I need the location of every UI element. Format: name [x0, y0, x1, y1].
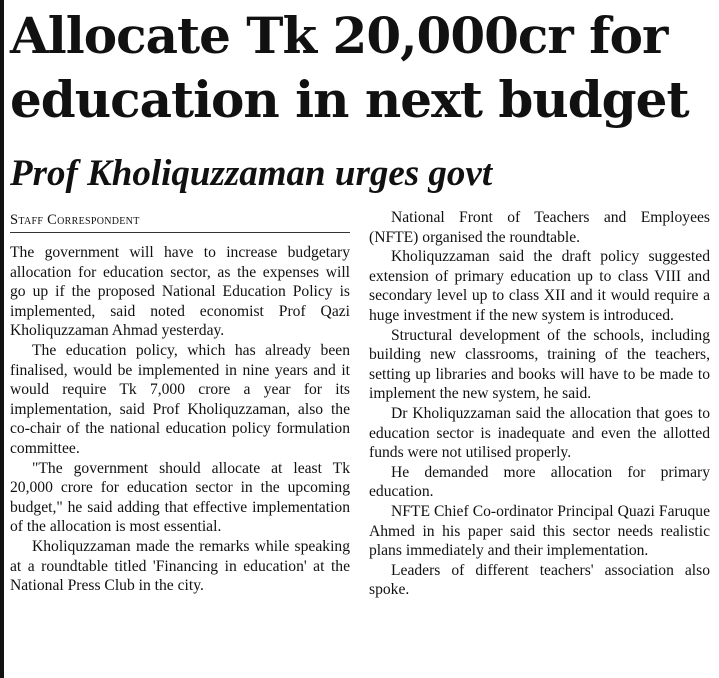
article-column-left: [10, 243, 350, 596]
paragraph: The education policy, which has already been finalised, would be implemented in nine years and it would require Tk 7,000 crore a year for its implementation, said Prof Kholiquzzaman, also the co-chair of the national education policy formulation committee.: [10, 341, 350, 457]
byline: Staff Correspondent: [10, 212, 350, 233]
paragraph: "The government should allocate at least Tk 20,000 crore for education sector in the upcoming budget," he said adding that effective implementation of the allocation is most essential.: [10, 459, 350, 536]
headline-line-1: Allocate Tk 20,000cr for: [10, 6, 668, 65]
paragraph: Kholiquzzaman said the draft policy suggested extension of primary education up to class VIII and secondary level up to class XII and it would require a huge investment if the new system is introduced.: [369, 248, 710, 324]
paragraph: Structural development of the schools, including building new classrooms, training of the teachers, setting up libraries and books will have to be made to implement the new system, he said.: [369, 326, 710, 403]
headline-line-2: education in next budget: [10, 70, 689, 129]
paragraph: National Front of Teachers and Employees (NFTE) organised the roundtable.: [369, 209, 710, 246]
article-column-right: [369, 208, 710, 600]
paragraph: Leaders of different teachers' association also spoke.: [369, 561, 710, 599]
paragraph: Dr Kholiquzzaman said the allocation that goes to education sector is inadequate and even the allotted funds were not utilised properly.: [369, 404, 710, 462]
headline: [10, 4, 715, 132]
left-border-rule: [0, 0, 4, 678]
paragraph: Kholiquzzaman made the remarks while speaking at a roundtable titled 'Financing in education' at the National Press Club in the city.: [10, 537, 350, 595]
subheadline: Prof Kholiquzzaman urges govt: [10, 153, 493, 194]
paragraph: He demanded more allocation for primary education.: [369, 463, 710, 501]
paragraph: The government will have to increase budgetary allocation for education sector, as the expenses will go up if the proposed National Education Policy is implemented, said noted economist Prof Qazi Kholiquzzaman Ahmad yesterday.: [10, 244, 350, 340]
paragraph: NFTE Chief Co-ordinator Principal Quazi Faruque Ahmed in his paper said this sector needs realistic plans immediately and their implementation.: [369, 502, 710, 560]
